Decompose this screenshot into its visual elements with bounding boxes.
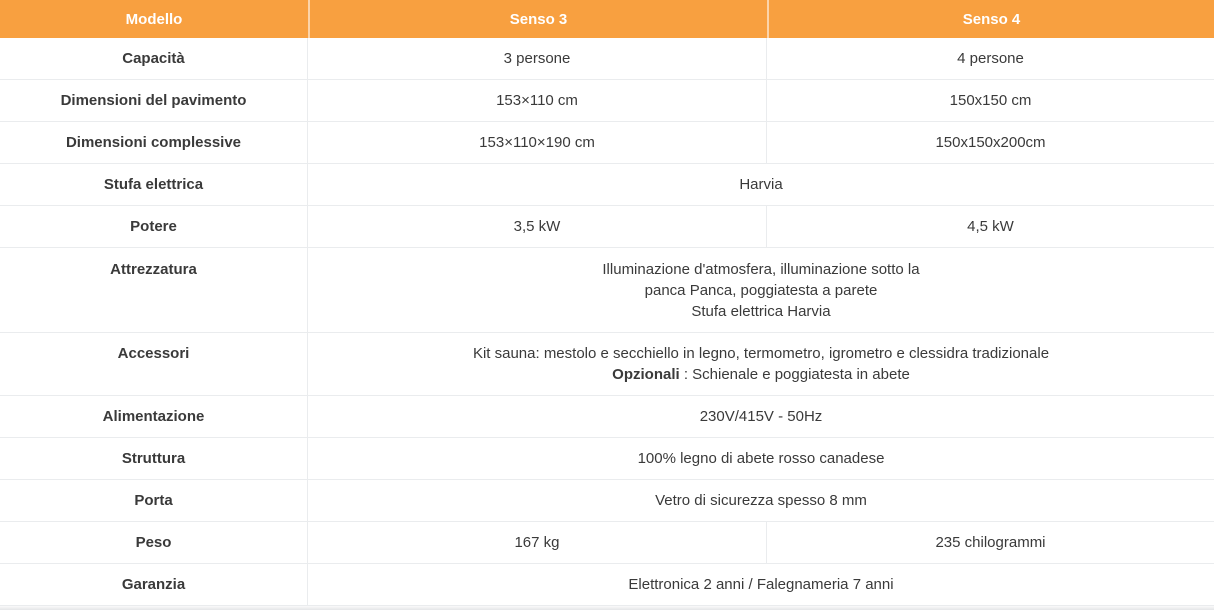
- capacity-senso3-value: 3 persone: [308, 38, 767, 80]
- row-label-overall-dimensions: Dimensioni complessive: [0, 122, 308, 164]
- weight-senso4-value: 235 chilogrammi: [767, 522, 1214, 564]
- row-label-floor-dimensions: Dimensioni del pavimento: [0, 80, 308, 122]
- overall-dims-senso4-value: 150x150x200cm: [767, 122, 1214, 164]
- structure-shared-value: 100% legno di abete rosso canadese: [308, 438, 1214, 480]
- row-power-supply: [0, 396, 1214, 438]
- bottom-fade-divider: [0, 606, 1214, 610]
- row-label-capacity: Capacità: [0, 38, 308, 80]
- header-product-senso-3: Senso 3: [308, 0, 767, 38]
- heater-shared-value: Harvia: [308, 164, 1214, 206]
- row-label-power: Potere: [0, 206, 308, 248]
- row-warranty: [0, 564, 1214, 606]
- row-overall-dimensions: [0, 122, 1214, 164]
- accessories-line-2: [316, 364, 1206, 385]
- door-shared-value: Vetro di sicurezza spesso 8 mm: [308, 480, 1214, 522]
- row-power: [0, 206, 1214, 248]
- row-floor-dimensions: [0, 80, 1214, 122]
- power-senso4-value: 4,5 kW: [767, 206, 1214, 248]
- row-structure: [0, 438, 1214, 480]
- weight-senso3-value: 167 kg: [308, 522, 767, 564]
- header-product-senso-4: Senso 4: [767, 0, 1214, 38]
- accessories-optional-text: : Schienale e poggiatesta in abete: [679, 366, 910, 383]
- row-heater: [0, 164, 1214, 206]
- row-weight: [0, 522, 1214, 564]
- row-label-door: Porta: [0, 480, 308, 522]
- row-label-structure: Struttura: [0, 438, 308, 480]
- floor-dims-senso3-value: 153×110 cm: [308, 80, 767, 122]
- capacity-senso4-value: 4 persone: [767, 38, 1214, 80]
- power-supply-shared-value: 230V/415V - 50Hz: [308, 396, 1214, 438]
- accessories-shared-value: [308, 333, 1214, 396]
- equipment-shared-value: [308, 248, 1214, 333]
- row-label-weight: Peso: [0, 522, 308, 564]
- row-label-accessories: Accessori: [0, 333, 308, 396]
- header-model-column: Modello: [0, 0, 308, 38]
- equipment-line-2: panca Panca, poggiatesta a parete: [644, 282, 878, 299]
- row-label-equipment: Attrezzatura: [0, 248, 308, 333]
- row-capacity: [0, 38, 1214, 80]
- row-label-power-supply: Alimentazione: [0, 396, 308, 438]
- accessories-line-1: Kit sauna: mestolo e secchiello in legno, termometro, igrometro e clessidra tradizionale: [472, 345, 1050, 362]
- power-senso3-value: 3,5 kW: [308, 206, 767, 248]
- floor-dims-senso4-value: 150x150 cm: [767, 80, 1214, 122]
- row-label-heater: Stufa elettrica: [0, 164, 308, 206]
- header-row: [0, 0, 1214, 38]
- row-label-warranty: Garanzia: [0, 564, 308, 606]
- overall-dims-senso3-value: 153×110×190 cm: [308, 122, 767, 164]
- accessories-optional-label: Opzionali: [612, 366, 680, 383]
- equipment-line-3: Stufa elettrica Harvia: [691, 303, 831, 320]
- row-accessories: [0, 333, 1214, 396]
- row-equipment: [0, 248, 1214, 333]
- row-door: [0, 480, 1214, 522]
- warranty-shared-value: Elettronica 2 anni / Falegnameria 7 anni: [308, 564, 1214, 606]
- equipment-line-1: Illuminazione d'atmosfera, illuminazione sotto la: [602, 261, 920, 278]
